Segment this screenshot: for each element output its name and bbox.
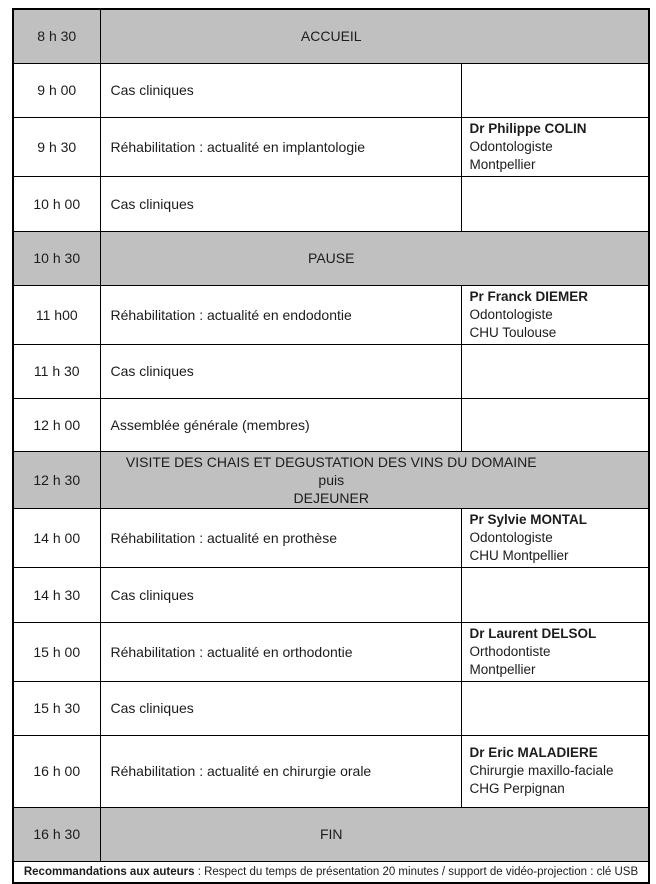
topic-cell: Cas cliniques	[100, 567, 461, 622]
banner-cell	[100, 231, 649, 285]
program-table	[12, 8, 650, 884]
speaker-detail: Odontologiste	[469, 529, 553, 545]
speaker-cell	[461, 567, 649, 622]
banner-cell	[100, 451, 649, 508]
session-row	[13, 176, 649, 231]
banner-line: VISITE DES CHAIS ET DEGUSTATION DES VINS DU DOMAINE	[125, 453, 537, 470]
speaker-cell	[461, 63, 649, 117]
time-cell: 15 h 00	[13, 622, 100, 681]
banner-row	[13, 807, 649, 861]
speaker-detail: CHU Montpellier	[469, 547, 569, 563]
time-cell: 15 h 30	[13, 681, 100, 735]
speaker-cell	[461, 735, 649, 807]
banner-line: FIN	[319, 826, 343, 842]
time-cell: 12 h 00	[13, 398, 100, 451]
speaker-detail: Odontologiste	[469, 306, 553, 322]
footer-note-cell	[13, 861, 649, 883]
banner-cell	[100, 9, 649, 63]
session-row	[13, 622, 649, 681]
speaker-cell	[461, 285, 649, 344]
time-cell: 10 h 30	[13, 231, 100, 285]
topic-cell: Assemblée générale (membres)	[100, 398, 461, 451]
speaker-name: Dr Philippe COLIN	[469, 120, 587, 136]
time-cell: 11 h 30	[13, 344, 100, 398]
speaker-detail: Odontologiste	[469, 138, 553, 154]
banner-line: PAUSE	[308, 250, 355, 266]
session-row	[13, 681, 649, 735]
time-cell: 9 h 00	[13, 63, 100, 117]
time-cell: 9 h 30	[13, 117, 100, 176]
speaker-detail: Orthodontiste	[469, 643, 551, 659]
time-cell: 14 h 00	[13, 508, 100, 567]
topic-cell: Réhabilitation : actualité en endodontie	[100, 285, 461, 344]
time-cell: 16 h 30	[13, 807, 100, 861]
speaker-cell	[461, 398, 649, 451]
banner-row	[13, 9, 649, 63]
topic-cell: Réhabilitation : actualité en prothèse	[100, 508, 461, 567]
banner-row	[13, 451, 649, 508]
time-cell: 16 h 00	[13, 735, 100, 807]
topic-cell: Réhabilitation : actualité en orthodontie	[100, 622, 461, 681]
speaker-detail: Montpellier	[469, 661, 536, 677]
speaker-cell	[461, 681, 649, 735]
speaker-cell	[461, 117, 649, 176]
time-cell: 12 h 30	[13, 451, 100, 508]
time-cell: 11 h00	[13, 285, 100, 344]
time-cell: 8 h 30	[13, 9, 100, 63]
banner-line: DEJEUNER	[293, 489, 369, 506]
session-row	[13, 344, 649, 398]
speaker-cell	[461, 344, 649, 398]
speaker-detail: CHU Toulouse	[469, 324, 557, 340]
speaker-name: Dr Laurent DELSOL	[469, 625, 597, 641]
topic-cell: Réhabilitation : actualité en chirurgie orale	[100, 735, 461, 807]
topic-cell: Cas cliniques	[100, 63, 461, 117]
topic-cell: Cas cliniques	[100, 176, 461, 231]
session-row	[13, 285, 649, 344]
session-row	[13, 567, 649, 622]
speaker-name: Pr Sylvie MONTAL	[469, 511, 588, 527]
banner-line: ACCUEIL	[300, 28, 362, 45]
time-cell: 10 h 00	[13, 176, 100, 231]
banner-cell	[100, 807, 649, 861]
time-cell: 14 h 30	[13, 567, 100, 622]
program-table-body	[13, 9, 649, 861]
footer-note-row	[13, 861, 649, 883]
speaker-detail: CHG Perpignan	[469, 781, 565, 796]
topic-cell: Cas cliniques	[100, 681, 461, 735]
footer-note-label: Recommandations aux auteurs	[23, 865, 195, 878]
speaker-cell	[461, 622, 649, 681]
speaker-name: Dr Eric MALADIERE	[469, 745, 598, 760]
topic-cell: Cas cliniques	[100, 344, 461, 398]
session-row	[13, 117, 649, 176]
speaker-detail: Chirurgie maxillo-faciale	[469, 763, 614, 778]
speaker-name: Pr Franck DIEMER	[469, 288, 589, 304]
banner-row	[13, 231, 649, 285]
session-row	[13, 63, 649, 117]
session-row	[13, 398, 649, 451]
banner-line: puis	[318, 471, 345, 488]
topic-cell: Réhabilitation : actualité en implantologie	[100, 117, 461, 176]
footer-note-text: : Respect du temps de présentation 20 minutes / support de vidéo-projection : clé USB	[194, 865, 639, 878]
speaker-cell	[461, 176, 649, 231]
session-row	[13, 508, 649, 567]
speaker-detail: Montpellier	[469, 156, 536, 172]
speaker-cell	[461, 508, 649, 567]
session-row	[13, 735, 649, 807]
